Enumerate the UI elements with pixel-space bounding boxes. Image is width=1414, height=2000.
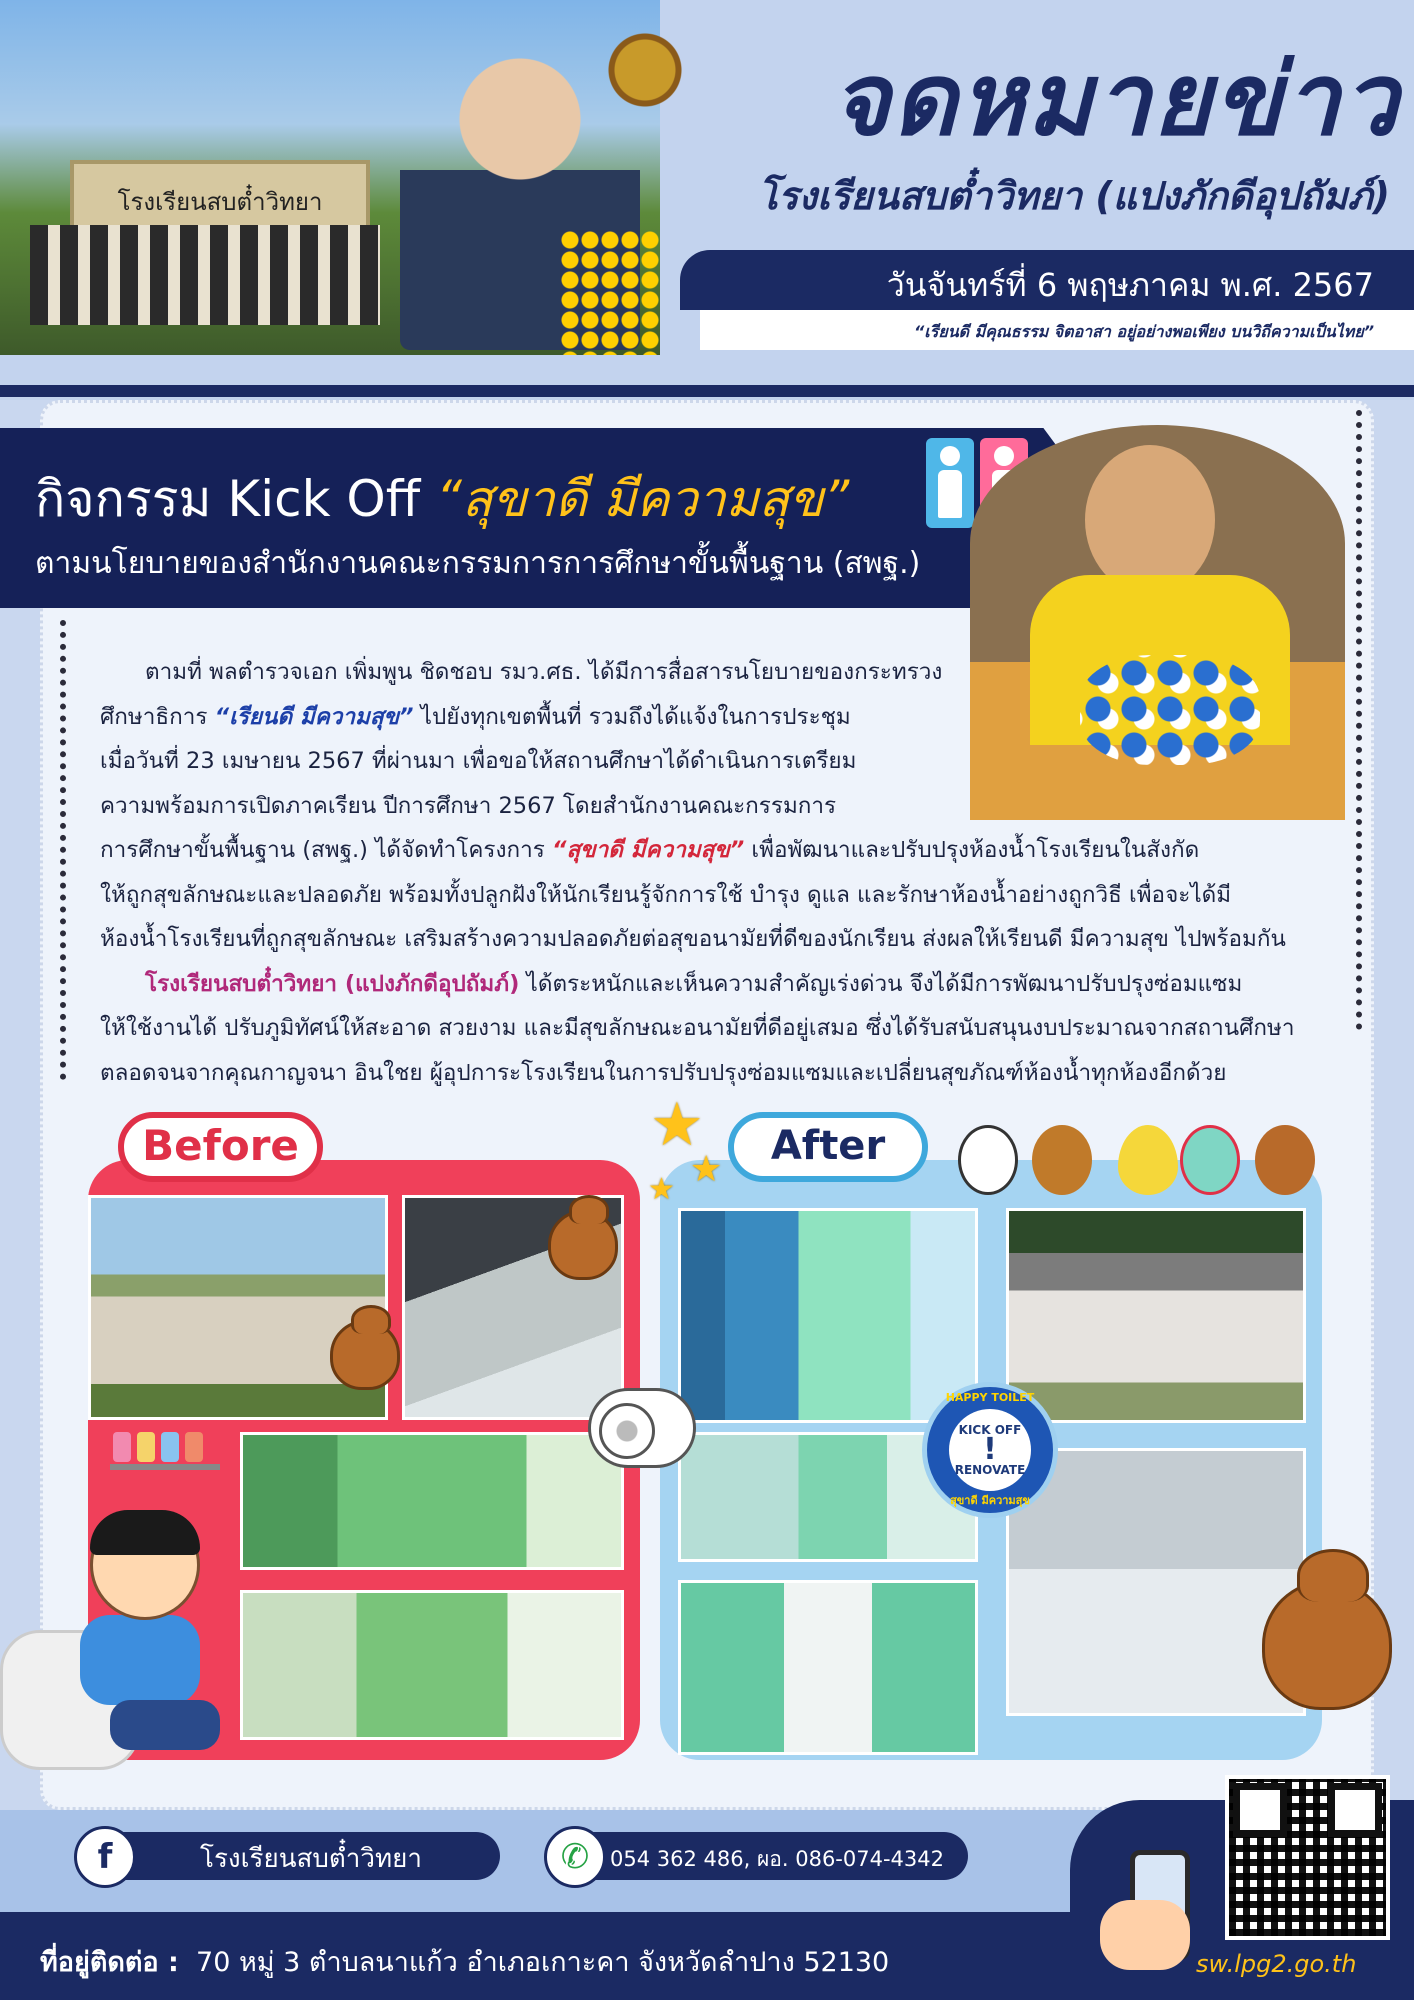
poo-character-icon [1032,1125,1092,1195]
header-photo [0,0,660,355]
before-photo-interior [240,1432,624,1570]
headline-prefix: กิจกรรม Kick Off [35,470,437,528]
newsletter-title: จดหมายข่าว [831,40,1400,158]
facebook-icon[interactable]: f [74,1826,136,1888]
dotted-border-right [1356,410,1362,1030]
toiletries-shelf [110,1430,220,1470]
before-label: Before [118,1112,323,1182]
header [0,0,1414,400]
school-sign-text: โรงเรียนสบต๋ำวิทยา [117,188,323,216]
after-label: After [728,1112,928,1182]
star-icon: ★ [650,1090,704,1160]
address-text: 70 หมู่ 3 ตำบลนาแก้ว อำเภอเกาะคา จังหวัดลำปาง 52130 [196,1947,890,1978]
toilet-paper-roll-icon [588,1388,696,1468]
sad-poo-character [330,1320,400,1390]
headline-title [35,460,849,539]
badge-line1: KICK OFF [958,1423,1022,1437]
toilet-paper-character-icon [958,1125,1018,1195]
issue-date: วันจันทร์ที่ 6 พฤษภาคม พ.ศ. 2567 [680,250,1414,310]
love-poo-character [1262,1580,1392,1710]
article-line: ความพร้อมการเปิดภาคเรียน ปีการศึกษา 2567 โดยสำนักงานคณะกรรมการ [100,792,837,819]
badge-top-text: HAPPY TOILET [945,1391,1035,1404]
facebook-link[interactable]: โรงเรียนสบต๋ำวิทยา [80,1832,500,1880]
after-photo-urinal [678,1580,978,1755]
toilet-character-icon [1180,1125,1240,1195]
angry-poo-character [548,1210,618,1280]
article-line: ตามที่ พลตำรวจเอก เพิ่มพูน ชิดชอบ รมว.ศธ. ได้มีการสื่อสารนโยบายของกระทรวง [145,659,943,685]
happy-toilet-badge [922,1382,1058,1518]
poo-character-icon [1255,1125,1315,1195]
badge-exclamation: ! [983,1432,997,1467]
school-motto: “เรียนดี มีคุณธรรม จิตอาสา อยู่อย่างพอเพียง บนวิถีความเป็นไทย” [700,310,1414,350]
star-icon: ★ [648,1172,675,1207]
header-divider [0,385,1414,397]
male-toilet-icon [926,438,974,528]
whatsapp-icon[interactable]: ✆ [544,1826,606,1888]
address-bar [0,1912,1070,2000]
address-label: ที่อยู่ติดต่อ : [40,1947,179,1978]
school-name: โรงเรียนสบต๋ำวิทยา (แปงภักดีอุปถัมภ์) [757,174,1390,218]
article-line: ตลอดจนจากคุณกาญจนา อินใชย ผู้อุปการะโรงเรียนในการปรับปรุงซ่อมแซมและเปลี่ยนสุขภัณฑ์ห้องน้ำทุกห้องอีกด้วย [100,1059,1227,1086]
obec-crest-logo [600,20,690,120]
kid-on-toilet-illustration [0,1510,220,1770]
article-line: ห้องน้ำโรงเรียนที่ถูกสุขลักษณะ เสริมสร้างความปลอดภัยต่อสุขอนามัยที่ดีของนักเรียน ส่งผลให้เรียนดี มีความสุข ไปพร้อมกัน [100,926,1286,952]
qr-code[interactable] [1225,1775,1390,1940]
before-photo-exterior [88,1195,388,1420]
dotted-border-left [60,620,66,1080]
website-link[interactable]: sw.lpg2.go.th [1196,1950,1357,1978]
badge-bottom-text: สุขาดี มีความสุข [950,1494,1030,1507]
article-line: โรงเรียนสบต๋ำวิทยา (แปงภักดีอุปถัมภ์) ได้ตระหนักและเห็นความสำคัญเร่งด่วน จึงได้มีการพัฒนาปรับปรุงซ่อมแซม [145,970,1243,997]
article-line: เมื่อวันที่ 23 เมษายน 2567 ที่ผ่านมา เพื่อขอให้สถานศึกษาได้ดำเนินการเตรียม [100,748,857,774]
article-line: การศึกษาขั้นพื้นฐาน (สพฐ.) ได้จัดทำโครงการ “สุขาดี มีความสุข” เพื่อพัฒนาและปรับปรุงห้องน้ำโรงเรียนในสังกัด [100,837,1200,863]
article-body [100,650,1294,1095]
article-line: ให้ใช้งานได้ ปรับภูมิทัศน์ให้สะอาด สวยงาม และมีสุขลักษณะอนามัยที่ดีอยู่เสมอ ซึ่งได้รับสนับสนุนงบประมาณจากสถานศึกษา [100,1015,1295,1041]
before-photo-cleaning [240,1590,624,1740]
star-icon: ★ [690,1149,723,1190]
badge-center [949,1409,1031,1491]
article-line: ให้ถูกสุขลักษณะและปลอดภัย พร้อมทั้งปลูกฝังให้นักเรียนรู้จักการใช้ บำรุง ดูแล และรักษาห้องน้ำอย่างถูกวิธี เพื่อจะได้มี [100,881,1232,908]
phone-numbers[interactable]: 054 362 486, ผอ. 086-074-4342 [548,1832,968,1880]
golden-shower-flowers [560,230,660,355]
headline-subtitle: ตามนโยบายของสำนักงานคณะกรรมการการศึกษาขั้นพื้นฐาน (สพฐ.) [35,546,921,581]
students-group-photo [30,225,380,325]
after-photo-western-toilet [1006,1448,1306,1716]
headline-highlight: “สุขาดี มีความสุข” [436,470,850,528]
article-line: ศึกษาธิการ “เรียนดี มีความสุข” ไปยังทุกเขตพื้นที่ รวมถึงได้แจ้งในการประชุม [100,703,851,730]
badge-line2: RENOVATE [954,1463,1026,1477]
